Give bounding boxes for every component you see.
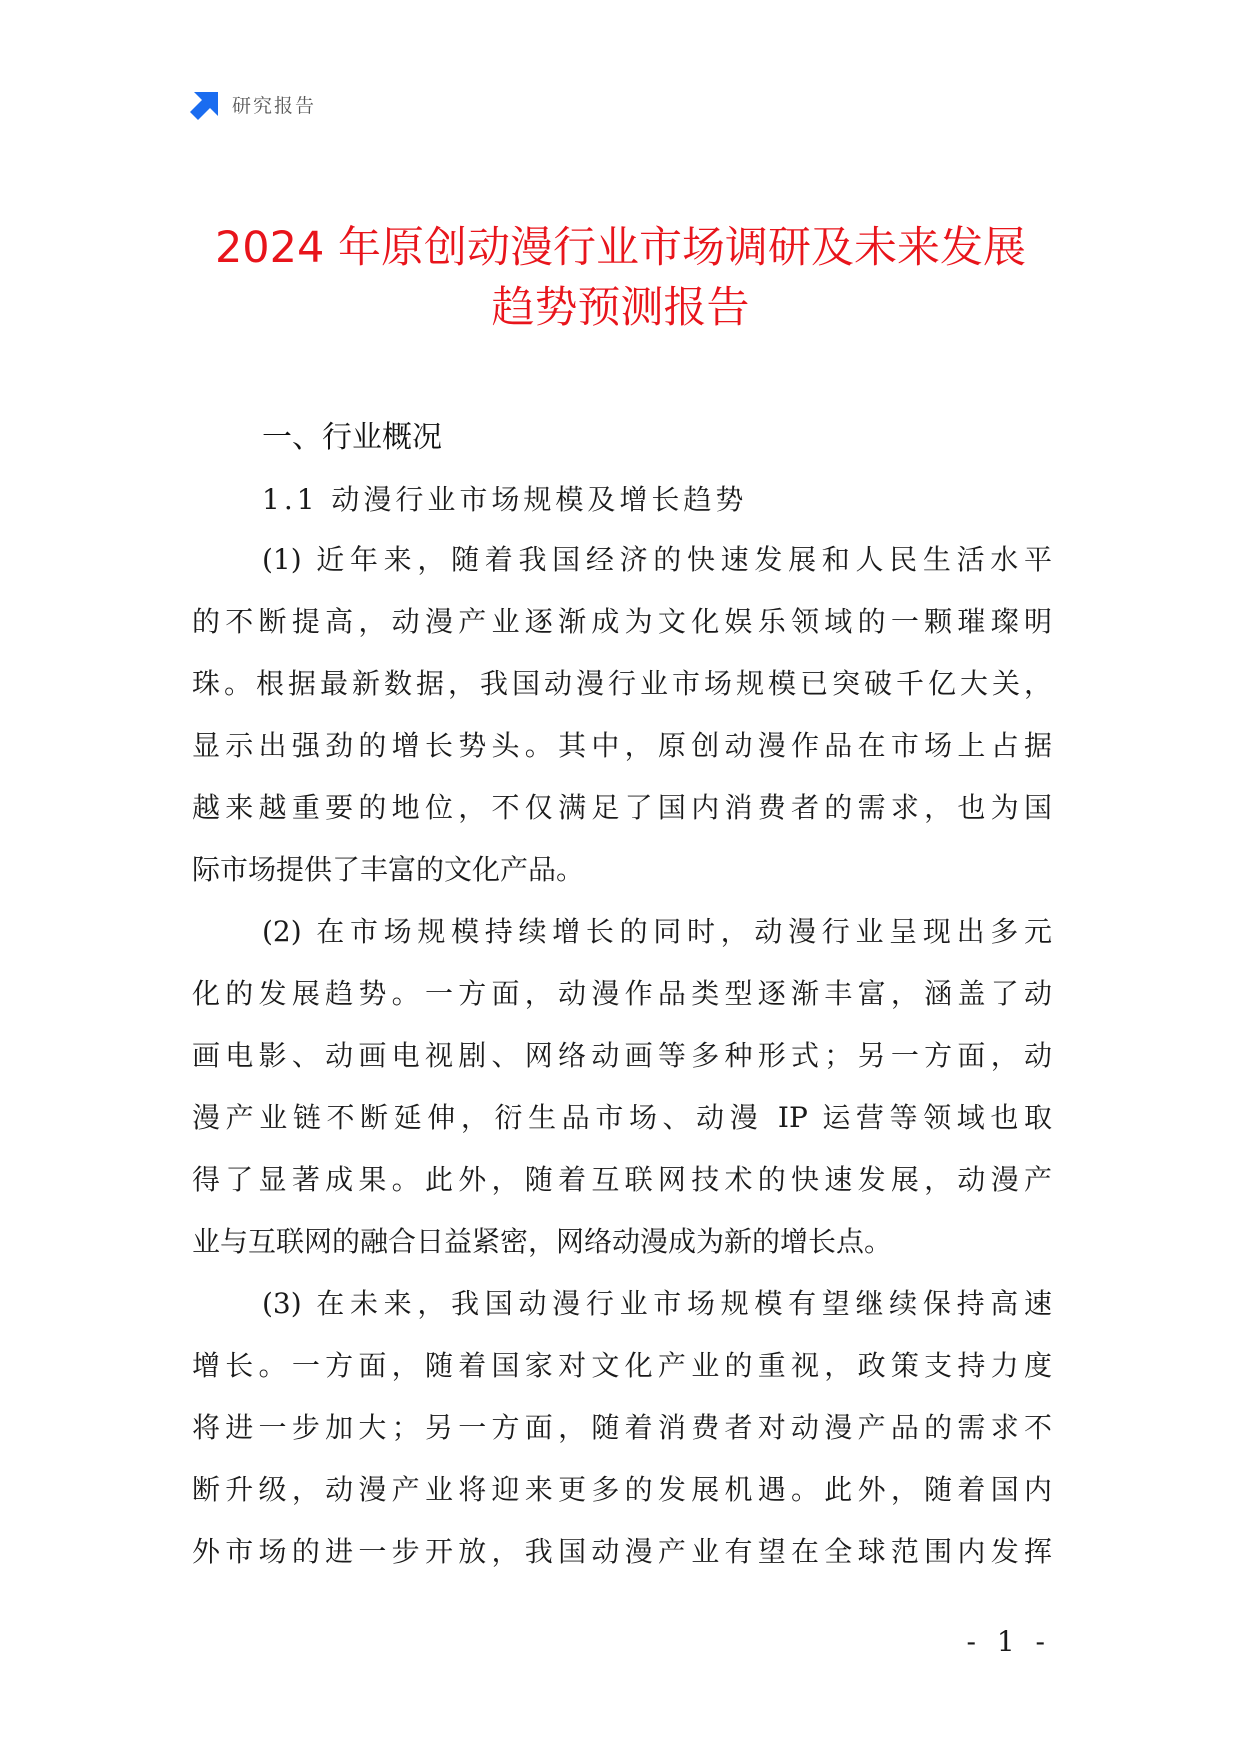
arrow-up-right-logo-icon bbox=[190, 88, 222, 120]
paragraph-3-line: 外市场的进一步开放，我国动漫产业有望在全球范围内发挥 bbox=[192, 1535, 1052, 1568]
paragraph-1-line: 的不断提高，动漫产业逐渐成为文化娱乐领域的一颗璀璨明 bbox=[192, 605, 1052, 638]
header-label: 研究报告 bbox=[232, 94, 317, 117]
title-line-2: 趋势预测报告 bbox=[491, 283, 750, 333]
paragraph-3-line: (3) 在未来，我国动漫行业市场规模有望继续保持高速 bbox=[262, 1287, 1052, 1320]
sub-heading: 1.1 动漫行业市场规模及增长趋势 bbox=[262, 483, 748, 516]
paragraph-1-line: 际市场提供了丰富的文化产品。 bbox=[192, 853, 585, 886]
body-text bbox=[192, 540, 1052, 1594]
paragraph-1-line: 珠。根据最新数据，我国动漫行业市场规模已突破千亿大关， bbox=[192, 667, 1052, 700]
paragraph-1-line: (1) 近年来，随着我国经济的快速发展和人民生活水平 bbox=[262, 543, 1052, 576]
paragraph-3-line: 将进一步加大；另一方面，随着消费者对动漫产品的需求不 bbox=[192, 1411, 1052, 1444]
paragraph-2-line: 业与互联网的融合日益紧密，网络动漫成为新的增长点。 bbox=[192, 1225, 893, 1258]
paragraph-2-line: 画电影、动画电视剧、网络动画等多种形式；另一方面，动 bbox=[192, 1039, 1052, 1072]
page-number: - 1 - bbox=[966, 1625, 1051, 1658]
paragraph-2-line: (2) 在市场规模持续增长的同时，动漫行业呈现出多元 bbox=[262, 915, 1052, 948]
paragraph-3-line: 断升级，动漫产业将迎来更多的发展机遇。此外，随着国内 bbox=[192, 1473, 1052, 1506]
paragraph-2-line: 漫产业链不断延伸，衍生品市场、动漫 IP 运营等领域也取 bbox=[192, 1101, 1052, 1134]
paragraph-2-line: 得了显著成果。此外，随着互联网技术的快速发展，动漫产 bbox=[192, 1163, 1052, 1196]
paragraph-1-line: 显示出强劲的增长势头。其中，原创动漫作品在市场上占据 bbox=[192, 729, 1052, 762]
paragraph-2-line: 化的发展趋势。一方面，动漫作品类型逐渐丰富，涵盖了动 bbox=[192, 977, 1052, 1010]
section-heading: 一、行业概况 bbox=[262, 420, 442, 455]
title-line-1: 2024 年原创动漫行业市场调研及未来发展 bbox=[214, 223, 1027, 273]
paragraph-3-line: 增长。一方面，随着国家对文化产业的重视，政策支持力度 bbox=[192, 1349, 1052, 1382]
page-header bbox=[190, 88, 316, 120]
paragraph-1-line: 越来越重要的地位，不仅满足了国内消费者的需求，也为国 bbox=[192, 791, 1052, 824]
document-title bbox=[150, 218, 1091, 338]
